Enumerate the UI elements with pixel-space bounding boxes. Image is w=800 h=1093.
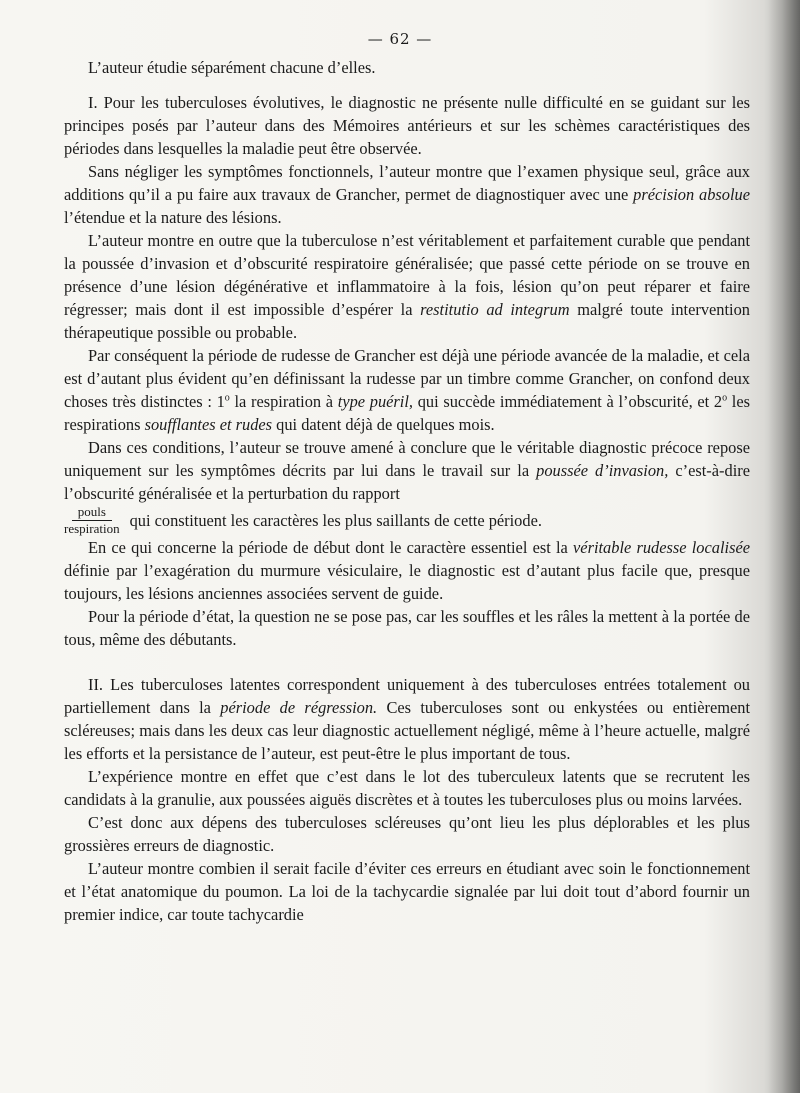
- text-run: qui datent déjà de quelques mois.: [272, 415, 495, 434]
- fraction-numerator: pouls: [72, 505, 112, 521]
- text-run: malgré toute intervention thérapeutique possible ou probable.: [64, 300, 750, 342]
- superscript: o: [722, 392, 728, 404]
- text-run: définie par l’exagération du murmure vésiculaire, le diagnostic est d’autant plus facile que, presque toujours, les lésions anciennes associées servent de guide.: [64, 561, 750, 603]
- emphasis-text: soufflantes et rudes: [144, 415, 273, 434]
- emphasis-text: type puéril,: [337, 392, 414, 411]
- paragraph-physical-exam: [64, 160, 750, 229]
- page-edge-shadow: [764, 0, 800, 1093]
- pulse-respiration-fraction: [64, 505, 120, 536]
- text-run: Sans négliger les symptômes fonctionnels, l’auteur montre que l’examen physique seul, grâce aux additions qu’il a pu faire aux travaux de Grancher, permet de diagnostiquer avec une: [64, 162, 750, 204]
- paragraph-latent: [64, 673, 750, 765]
- paragraph-rudesse: [64, 344, 750, 436]
- paragraph-tachycardia: L’auteur montre combien il serait facile d’éviter ces erreurs en étudiant avec soin le fonctionnement et l’état anatomique du poumon. La loi de la tachycardie signalée par lui doit tout d’abord fournir un premier indice, car toute tachycardie: [64, 859, 750, 924]
- paragraph-sclerotic: C’est donc aux dépens des tuberculoses scléreuses qu’ont lieu les plus déplorables et les plus grossières erreurs de diagnostic.: [64, 813, 750, 855]
- text-run: L’auteur montre en outre que la tuberculose n’est véritablement et parfaitement curable que pendant la poussée d’invasion et d’obscurité respiratoire généralisée; que passé cette période on se trouve en présence d’une lésion dégénérative et inflammatoire à la fois, lésion qu’on peut réparer et faire régresser; mais dont il est impossible d’espérer la: [64, 231, 750, 319]
- emphasis-text: véritable rudesse localisée: [573, 538, 750, 557]
- emphasis-text: période de régression.: [220, 698, 378, 717]
- text-run: l’étendue et la nature des lésions.: [64, 208, 282, 227]
- text-run: Par conséquent la période de rudesse de Grancher est déjà une période avancée de la maladie, et cela est d’autant plus évident qu’en définissant la rudesse par un timbre comme Grancher, on confond deux choses très distinctes : 1: [64, 346, 750, 411]
- paragraph-state-period: Pour la période d’état, la question ne se pose pas, car les souffles et les râles la mettent à la portée de tous, même des débutants.: [64, 607, 750, 649]
- text-run: c’est-à-dire l’obscurité généralisée et la perturbation du rapport: [64, 461, 750, 503]
- text-run: la respiration à: [229, 392, 338, 411]
- text-run: qui succède immédiatement à l’obscurité, et 2: [413, 392, 723, 411]
- paragraph-onset-period: [64, 536, 750, 605]
- paragraph-early-diagnosis: [64, 436, 750, 505]
- fraction-line: [64, 505, 750, 536]
- emphasis-text: restitutio ad integrum: [420, 300, 570, 319]
- text-run: II. Les tuberculoses latentes correspondent uniquement à des tuberculoses entrées totalement ou partiellement dans la: [64, 675, 750, 717]
- paragraph-intro: L’auteur étudie séparément chacune d’elles.: [88, 58, 376, 77]
- page-number: — 62 —: [367, 30, 433, 48]
- superscript: o: [224, 392, 230, 404]
- emphasis-text: précision absolue: [633, 185, 750, 204]
- fraction-denominator: respiration: [64, 521, 120, 536]
- paragraph-evolutive: I. Pour les tuberculoses évolutives, le diagnostic ne présente nulle difficulté en se guidant sur les principes posés par l’auteur dans des Mémoires antérieurs et sur les schèmes caractéristiques des périodes dans lesquelles la maladie peut être observée.: [64, 93, 750, 158]
- text-run: Ces tuberculoses sont ou enkystées ou entièrement scléreuses; mais dans les deux cas leur diagnostic actuellement négligé, même à l’heure actuelle, malgré les efforts et la persistance de l’auteur, est peut-être le plus important de tous.: [64, 698, 751, 763]
- emphasis-text: poussée d’invasion,: [536, 461, 669, 480]
- text-run: les respirations: [64, 392, 751, 434]
- text-run: Dans ces conditions, l’auteur se trouve amené à conclure que le véritable diagnostic précoce repose uniquement sur les symptômes décrits par lui dans le travail sur la: [64, 438, 750, 480]
- document-body: [64, 56, 750, 926]
- paragraph-experience: L’expérience montre en effet que c’est dans le lot des tuberculeux latents que se recrutent les candidats à la granulie, aux poussées aiguës discrètes et à toutes les tuberculoses plus ou moins larvées.: [64, 767, 750, 809]
- section-spacer: [64, 651, 750, 673]
- text-run: En ce qui concerne la période de début dont le caractère essentiel est la: [88, 538, 574, 557]
- paragraph-curability: [64, 229, 750, 344]
- text-run: qui constituent les caractères les plus saillants de cette période.: [129, 511, 542, 530]
